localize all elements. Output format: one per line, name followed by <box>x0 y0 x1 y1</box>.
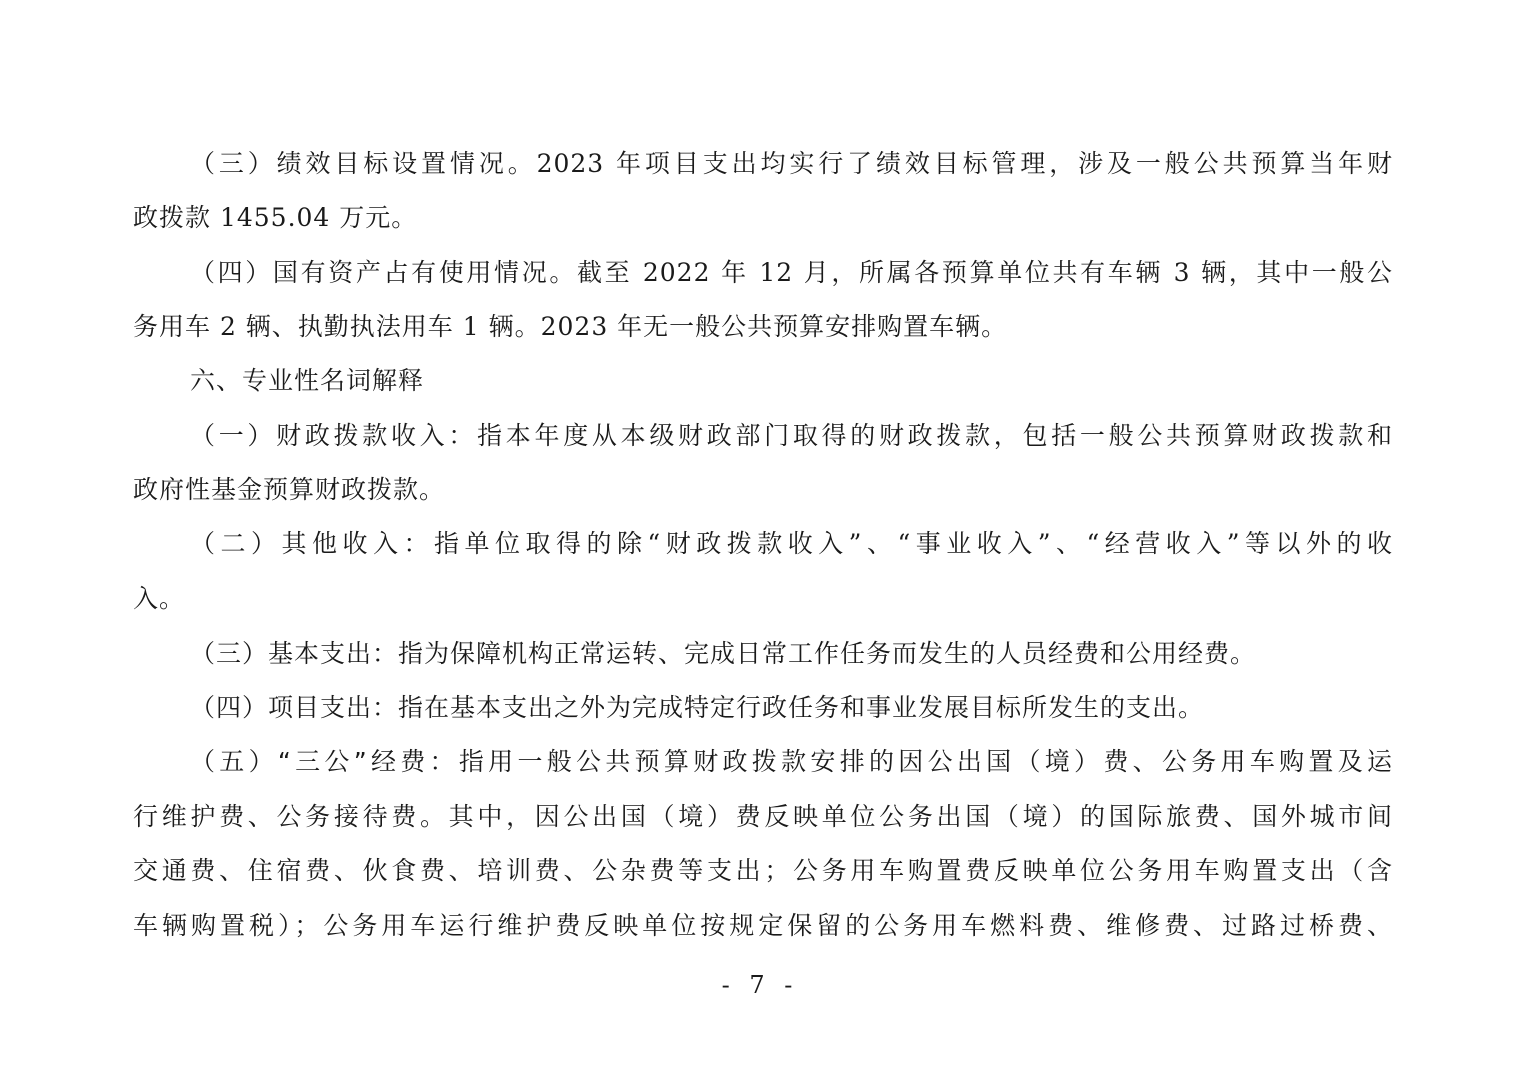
definition-three-public-line-2: 行维护费、公务接待费。其中，因公出国（境）费反映单位公务出国（境）的国际旅费、国外城市间 <box>133 802 1393 831</box>
definition-fiscal-appropriation-line-2: 政府性基金预算财政拨款。 <box>133 475 446 504</box>
definition-term: （五）“三公”经费： <box>190 747 459 776</box>
definition-text: 指单位取得的除“财政拨款收入”、“事业收入”、“经营收入”等以外的收 <box>433 529 1393 558</box>
definition-term: （四）项目支出： <box>190 693 399 722</box>
definition-project-expenditure <box>190 688 1393 728</box>
definition-three-public-line-4: 车辆购置税）；公务用车运行维护费反映单位按规定保留的公务用车燃料费、维修费、过路过桥费、 <box>133 911 1393 940</box>
paragraph-text: 2023 年项目支出均实行了绩效目标管理，涉及一般公共预算当年财 <box>536 149 1393 178</box>
page-number: - 7 - <box>721 971 799 999</box>
definition-basic-expenditure <box>190 634 1393 674</box>
definition-text: 指本年度从本级财政部门取得的财政拨款，包括一般公共预算财政拨款和 <box>477 421 1393 450</box>
definition-term: （二）其他收入： <box>190 529 434 558</box>
definition-other-income-line-2: 入。 <box>133 584 186 613</box>
definition-text: 指在基本支出之外为完成特定行政任务和事业发展目标所发生的支出。 <box>398 693 1205 722</box>
definition-three-public-line-3: 交通费、住宿费、伙食费、培训费、公杂费等支出；公务用车购置费反映单位公务用车购置支出（含 <box>133 856 1393 885</box>
paragraph-text: 截至 2022 年 12 月，所属各预算单位共有车辆 3 辆，其中一般公 <box>577 258 1393 287</box>
definition-term: （三）基本支出： <box>190 639 399 668</box>
section-heading: 六、专业性名词解释 <box>190 366 425 395</box>
definition-fiscal-appropriation-line-1 <box>190 416 1393 456</box>
definition-term: （一）财政拨款收入： <box>190 421 478 450</box>
definition-three-public-line-1 <box>190 742 1393 782</box>
paragraph-state-assets-line-1 <box>190 253 1393 293</box>
definition-other-income-line-1 <box>190 524 1393 564</box>
definition-text: 指为保障机构正常运转、完成日常工作任务而发生的人员经费和公用经费。 <box>398 639 1257 668</box>
paragraph-state-assets-line-2: 务用车 2 辆、执勤执法用车 1 辆。2023 年无一般公共预算安排购置车辆。 <box>133 312 1008 341</box>
paragraph-lead: （四）国有资产占有使用情况。 <box>190 258 577 287</box>
definition-text: 指用一般公共预算财政拨款安排的因公出国（境）费、公务用车购置及运 <box>458 747 1393 776</box>
paragraph-performance-goals-line-2: 政拨款 1455.04 万元。 <box>133 203 418 232</box>
paragraph-performance-goals-line-1 <box>190 144 1393 184</box>
paragraph-lead: （三）绩效目标设置情况。 <box>190 149 537 178</box>
